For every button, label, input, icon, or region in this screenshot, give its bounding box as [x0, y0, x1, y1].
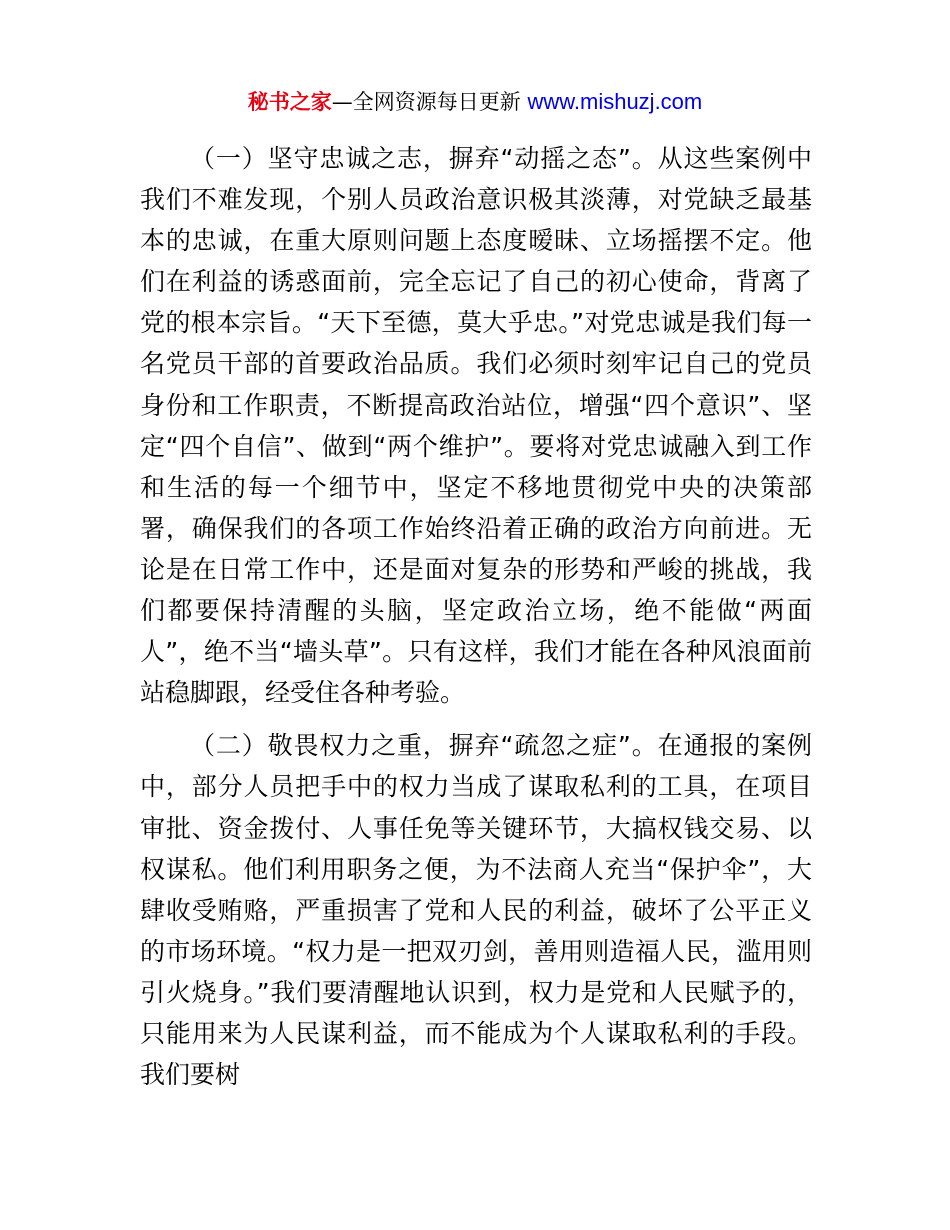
site-url-link[interactable]: www.mishuzj.com [527, 89, 703, 114]
site-header [0, 87, 950, 117]
paragraph-1: （一）坚守忠诚之志，摒弃“动摇之态”。从这些案例中我们不难发现，个别人员政治意识极其淡薄，对党缺乏最基本的忠诚，在重大原则问题上态度暧昧、立场摇摆不定。他们在利益的诱惑面前，完全忘记了自己的初心使命，背离了党的根本宗旨。“天下至德，莫大乎忠。”对党忠诚是我们每一名党员干部的首要政治品质。我们必须时刻牢记自己的党员身份和工作职责，不断提高政治站位，增强“四个意识”、坚定“四个自信”、做到“两个维护”。要将对党忠诚融入到工作和生活的每一个细节中，坚定不移地贯彻党中央的决策部署，确保我们的各项工作始终沿着正确的政治方向前进。无论是在日常工作中，还是面对复杂的形势和严峻的挑战，我们都要保持清醒的头脑，坚定政治立场，绝不能做“两面人”，绝不当“墙头草”。只有这样，我们才能在各种风浪面前站稳脚跟，经受住各种考验。 [140, 144, 812, 708]
header-tagline: —全网资源每日更新 [331, 90, 528, 114]
site-brand: 秘书之家 [247, 90, 332, 114]
paragraph-2: （二）敬畏权力之重，摒弃“疏忽之症”。在通报的案例中，部分人员把手中的权力当成了谋取私利的工具，在项目审批、资金拨付、人事任免等关键环节，大搞权钱交易、以权谋私。他们利用职务之便，为不法商人充当“保护伞”，大肆收受贿赂，严重损害了党和人民的利益，破坏了公平正义的市场环境。“权力是一把双刃剑，善用则造福人民，滥用则引火烧身。”我们要清醒地认识到，权力是党和人民赋予的，只能用来为人民谋利益，而不能成为个人谋取私利的手段。我们要树 [140, 731, 812, 1090]
document-body [140, 138, 812, 1095]
